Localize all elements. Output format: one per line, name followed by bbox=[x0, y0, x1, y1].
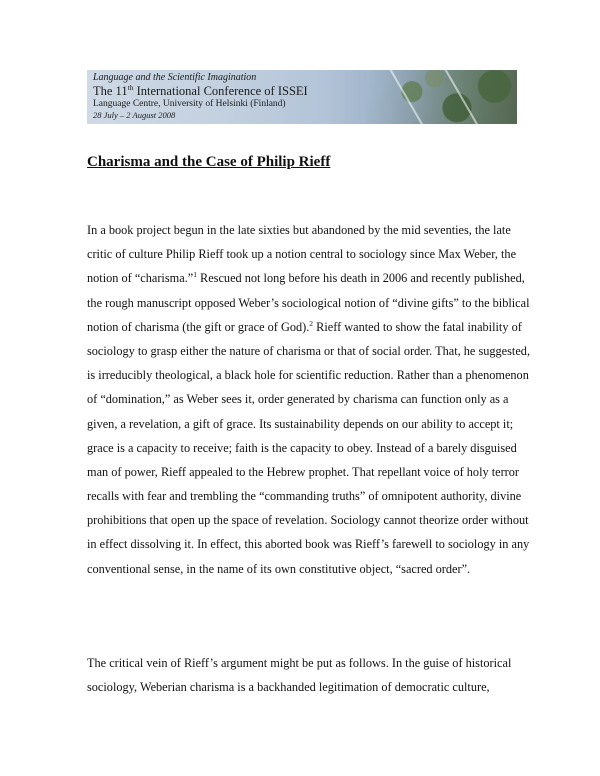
text-line: notion of “charisma.”$^1$ Rescued not long before his death in 2006 and recently published, bbox=[87, 270, 525, 286]
conference-banner bbox=[87, 70, 517, 124]
document-title: Charisma and the Case of Philip Rieff bbox=[87, 154, 331, 170]
text-line: sociology, Weberian charisma is a backhanded legitimation of democratic culture, bbox=[87, 680, 490, 695]
text-line: of “domination,” as Weber sees it, order generated by charisma can function only as a bbox=[87, 392, 509, 407]
banner-line-2: The 11th International Conference of ISSEI bbox=[93, 83, 308, 98]
text-line: is irreducibly theological, a black hole for scientific reduction. Rather than a phenomenon bbox=[87, 368, 529, 383]
paragraph-1 bbox=[87, 223, 531, 586]
banner-line-4: 28 July – 2 August 2008 bbox=[93, 110, 176, 120]
paragraph-2 bbox=[87, 656, 527, 704]
text-line: prohibitions that open up the space of revelation. Sociology cannot theorize order without bbox=[87, 513, 529, 528]
banner-photo bbox=[367, 70, 517, 124]
text-line: grace is a capacity to receive; faith is the capacity to obey. Instead of a barely disguised bbox=[87, 440, 517, 455]
banner-line-3: Language Centre, University of Helsinki (Finland) bbox=[93, 99, 286, 109]
text-line: In a book project begun in the late sixties but abandoned by the mid seventies, the late bbox=[87, 223, 511, 237]
text-line: critic of culture Philip Rieff took up a notion central to sociology since Max Weber, the bbox=[87, 247, 517, 262]
text-line: man of power, Rieff appealed to the Hebrew prophet. That repellant voice of holy terror bbox=[87, 464, 520, 479]
text-line: in effect dissolving it. In effect, this aborted book was Rieff’s farewell to sociology in any bbox=[87, 537, 530, 552]
text-line: The critical vein of Rieff’s argument might be put as follows. In the guise of historical bbox=[87, 656, 512, 670]
banner-line-1: Language and the Scientific Imagination bbox=[93, 72, 257, 83]
text-line: conventional sense, in the name of its own constitutive object, “sacred order”. bbox=[87, 561, 471, 576]
footnote-ref-2[interactable]: 2 bbox=[309, 318, 314, 328]
text-line: notion of charisma (the gift or grace of God).$^2$ Rieff wanted to show the fatal inability of bbox=[87, 318, 522, 334]
text-line: recalls with fear and trembling the “commanding truths” of omnipotent authority, divine bbox=[87, 489, 522, 504]
banner-text bbox=[93, 72, 308, 121]
text-line: the rough manuscript opposed Weber’s sociological notion of “divine gifts” to the biblical bbox=[87, 295, 530, 310]
text-line: given, a revelation, a gift of grace. Its sustainability depends on our ability to accept it; bbox=[87, 416, 514, 431]
text-line: sociology to grasp either the nature of charisma or that of social order. That, he suggested, bbox=[87, 343, 531, 358]
footnote-ref-1[interactable]: 1 bbox=[193, 270, 197, 280]
